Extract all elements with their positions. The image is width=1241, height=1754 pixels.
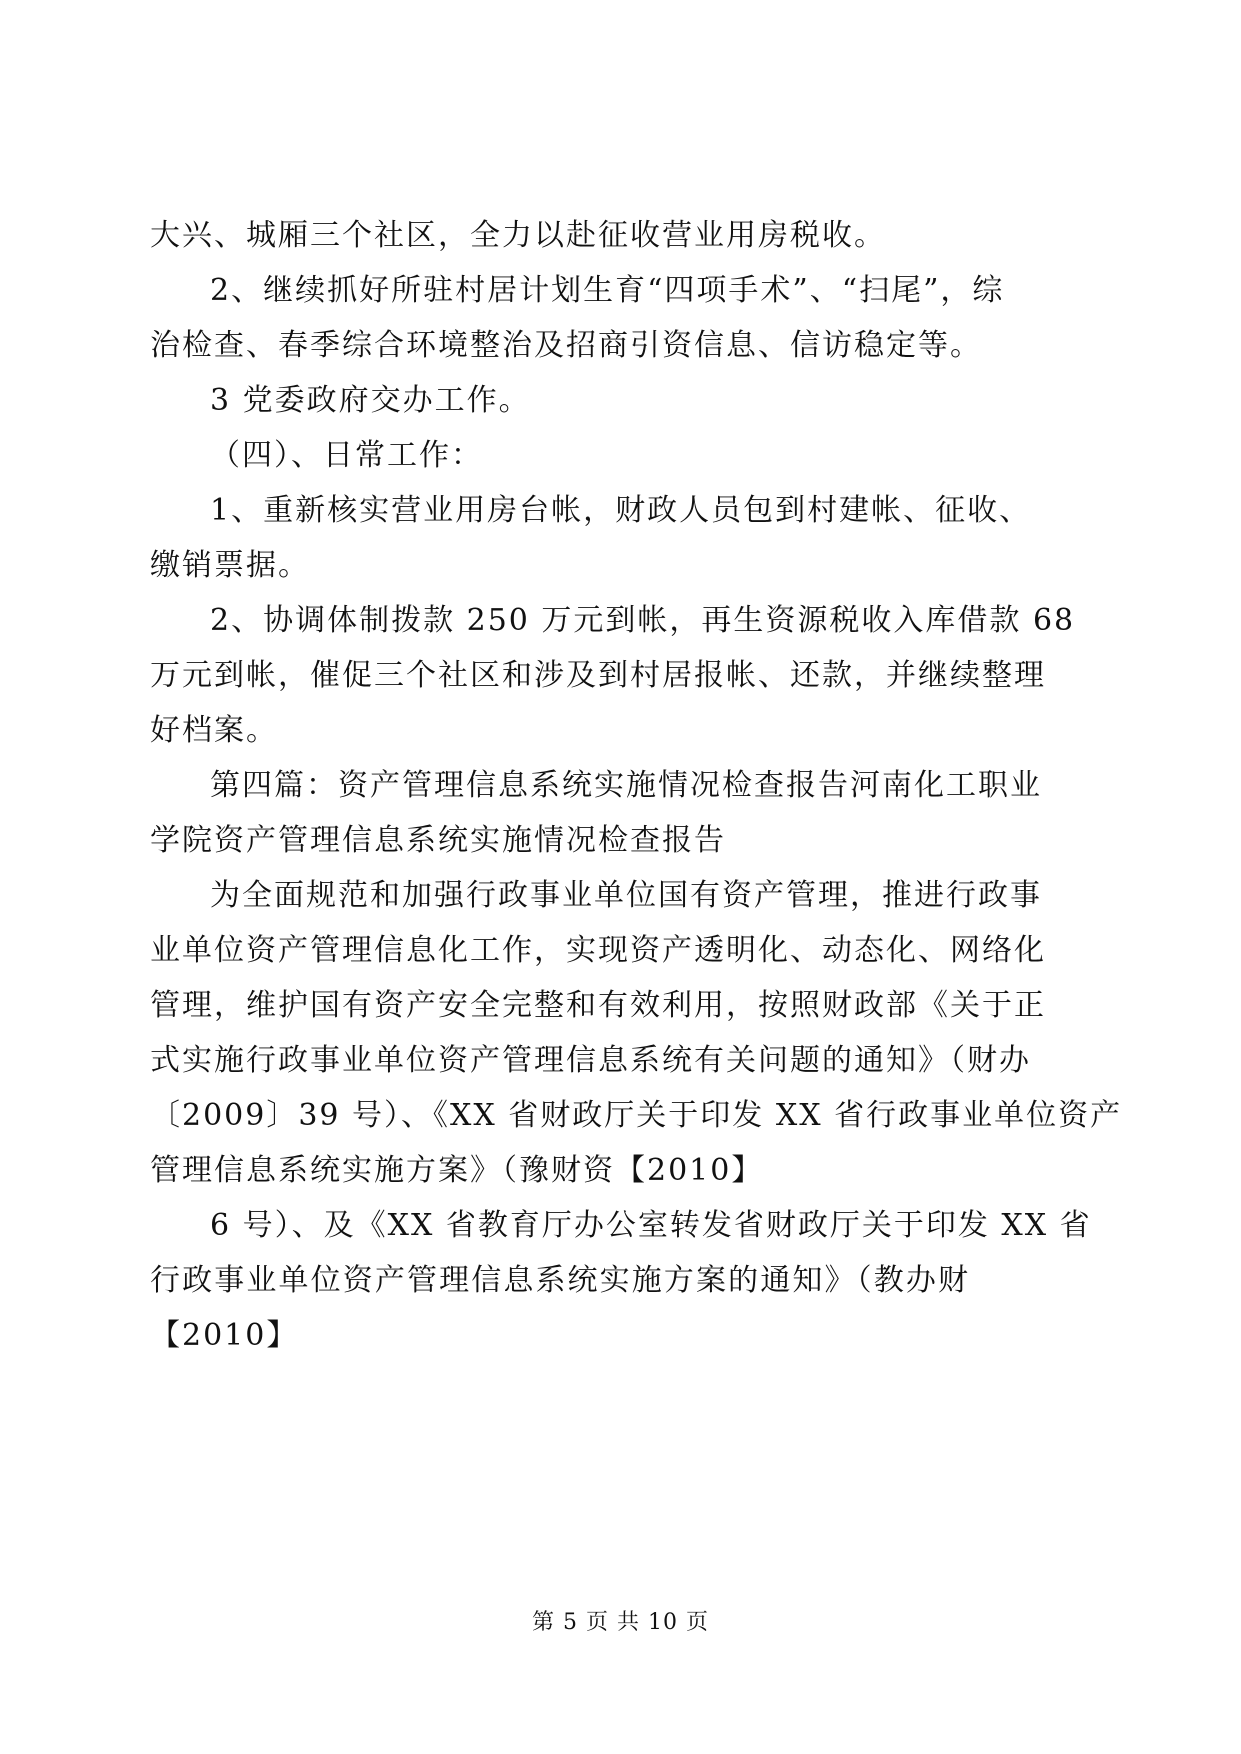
text-line-7: 缴销票据。 [150, 548, 310, 583]
text-line-19: 6 号）、及《XX 省教育厅办公室转发省财政厅关于印发 XX 省 [210, 1208, 1092, 1243]
text-line-13: 为全面规范和加强行政事业单位国有资产管理，推进行政事 [210, 878, 1042, 913]
text-line-10: 好档案。 [150, 713, 278, 748]
text-line-17: 〔2009〕39 号）、《XX 省财政厅关于印发 XX 省行政事业单位资产 [150, 1098, 1123, 1133]
text-line-16: 式实施行政事业单位资产管理信息系统有关问题的通知》（财办 [150, 1043, 1031, 1078]
text-line-11: 第四篇：资产管理信息系统实施情况检查报告河南化工职业 [210, 768, 1042, 803]
text-line-6: 1、重新核实营业用房台帐，财政人员包到村建帐、征收、 [210, 493, 1032, 528]
text-line-1: 大兴、城厢三个社区，全力以赴征收营业用房税收。 [150, 218, 886, 253]
text-line-21: 【2010】 [150, 1318, 299, 1353]
text-line-2: 2、继续抓好所驻村居计划生育“四项手术”、“扫尾”，综 [210, 273, 1005, 308]
text-line-12: 学院资产管理信息系统实施情况检查报告 [150, 823, 726, 858]
text-line-4: 3 党委政府交办工作。 [210, 383, 531, 418]
text-line-5: （四）、日常工作： [210, 438, 483, 473]
text-line-18: 管理信息系统实施方案》（豫财资【2010】 [150, 1153, 764, 1188]
text-line-9: 万元到帐，催促三个社区和涉及到村居报帐、还款，并继续整理 [150, 658, 1046, 693]
text-line-20: 行政事业单位资产管理信息系统实施方案的通知》（教办财 [150, 1263, 970, 1298]
text-line-8: 2、协调体制拨款 250 万元到帐，再生资源税收入库借款 68 [210, 603, 1076, 638]
page-footer: 第 5 页 共 10 页 [532, 1610, 709, 1635]
text-line-14: 业单位资产管理信息化工作，实现资产透明化、动态化、网络化 [150, 933, 1046, 968]
text-line-15: 管理，维护国有资产安全完整和有效利用，按照财政部《关于正 [150, 988, 1046, 1023]
text-line-3: 治检查、春季综合环境整治及招商引资信息、信访稳定等。 [150, 328, 982, 363]
